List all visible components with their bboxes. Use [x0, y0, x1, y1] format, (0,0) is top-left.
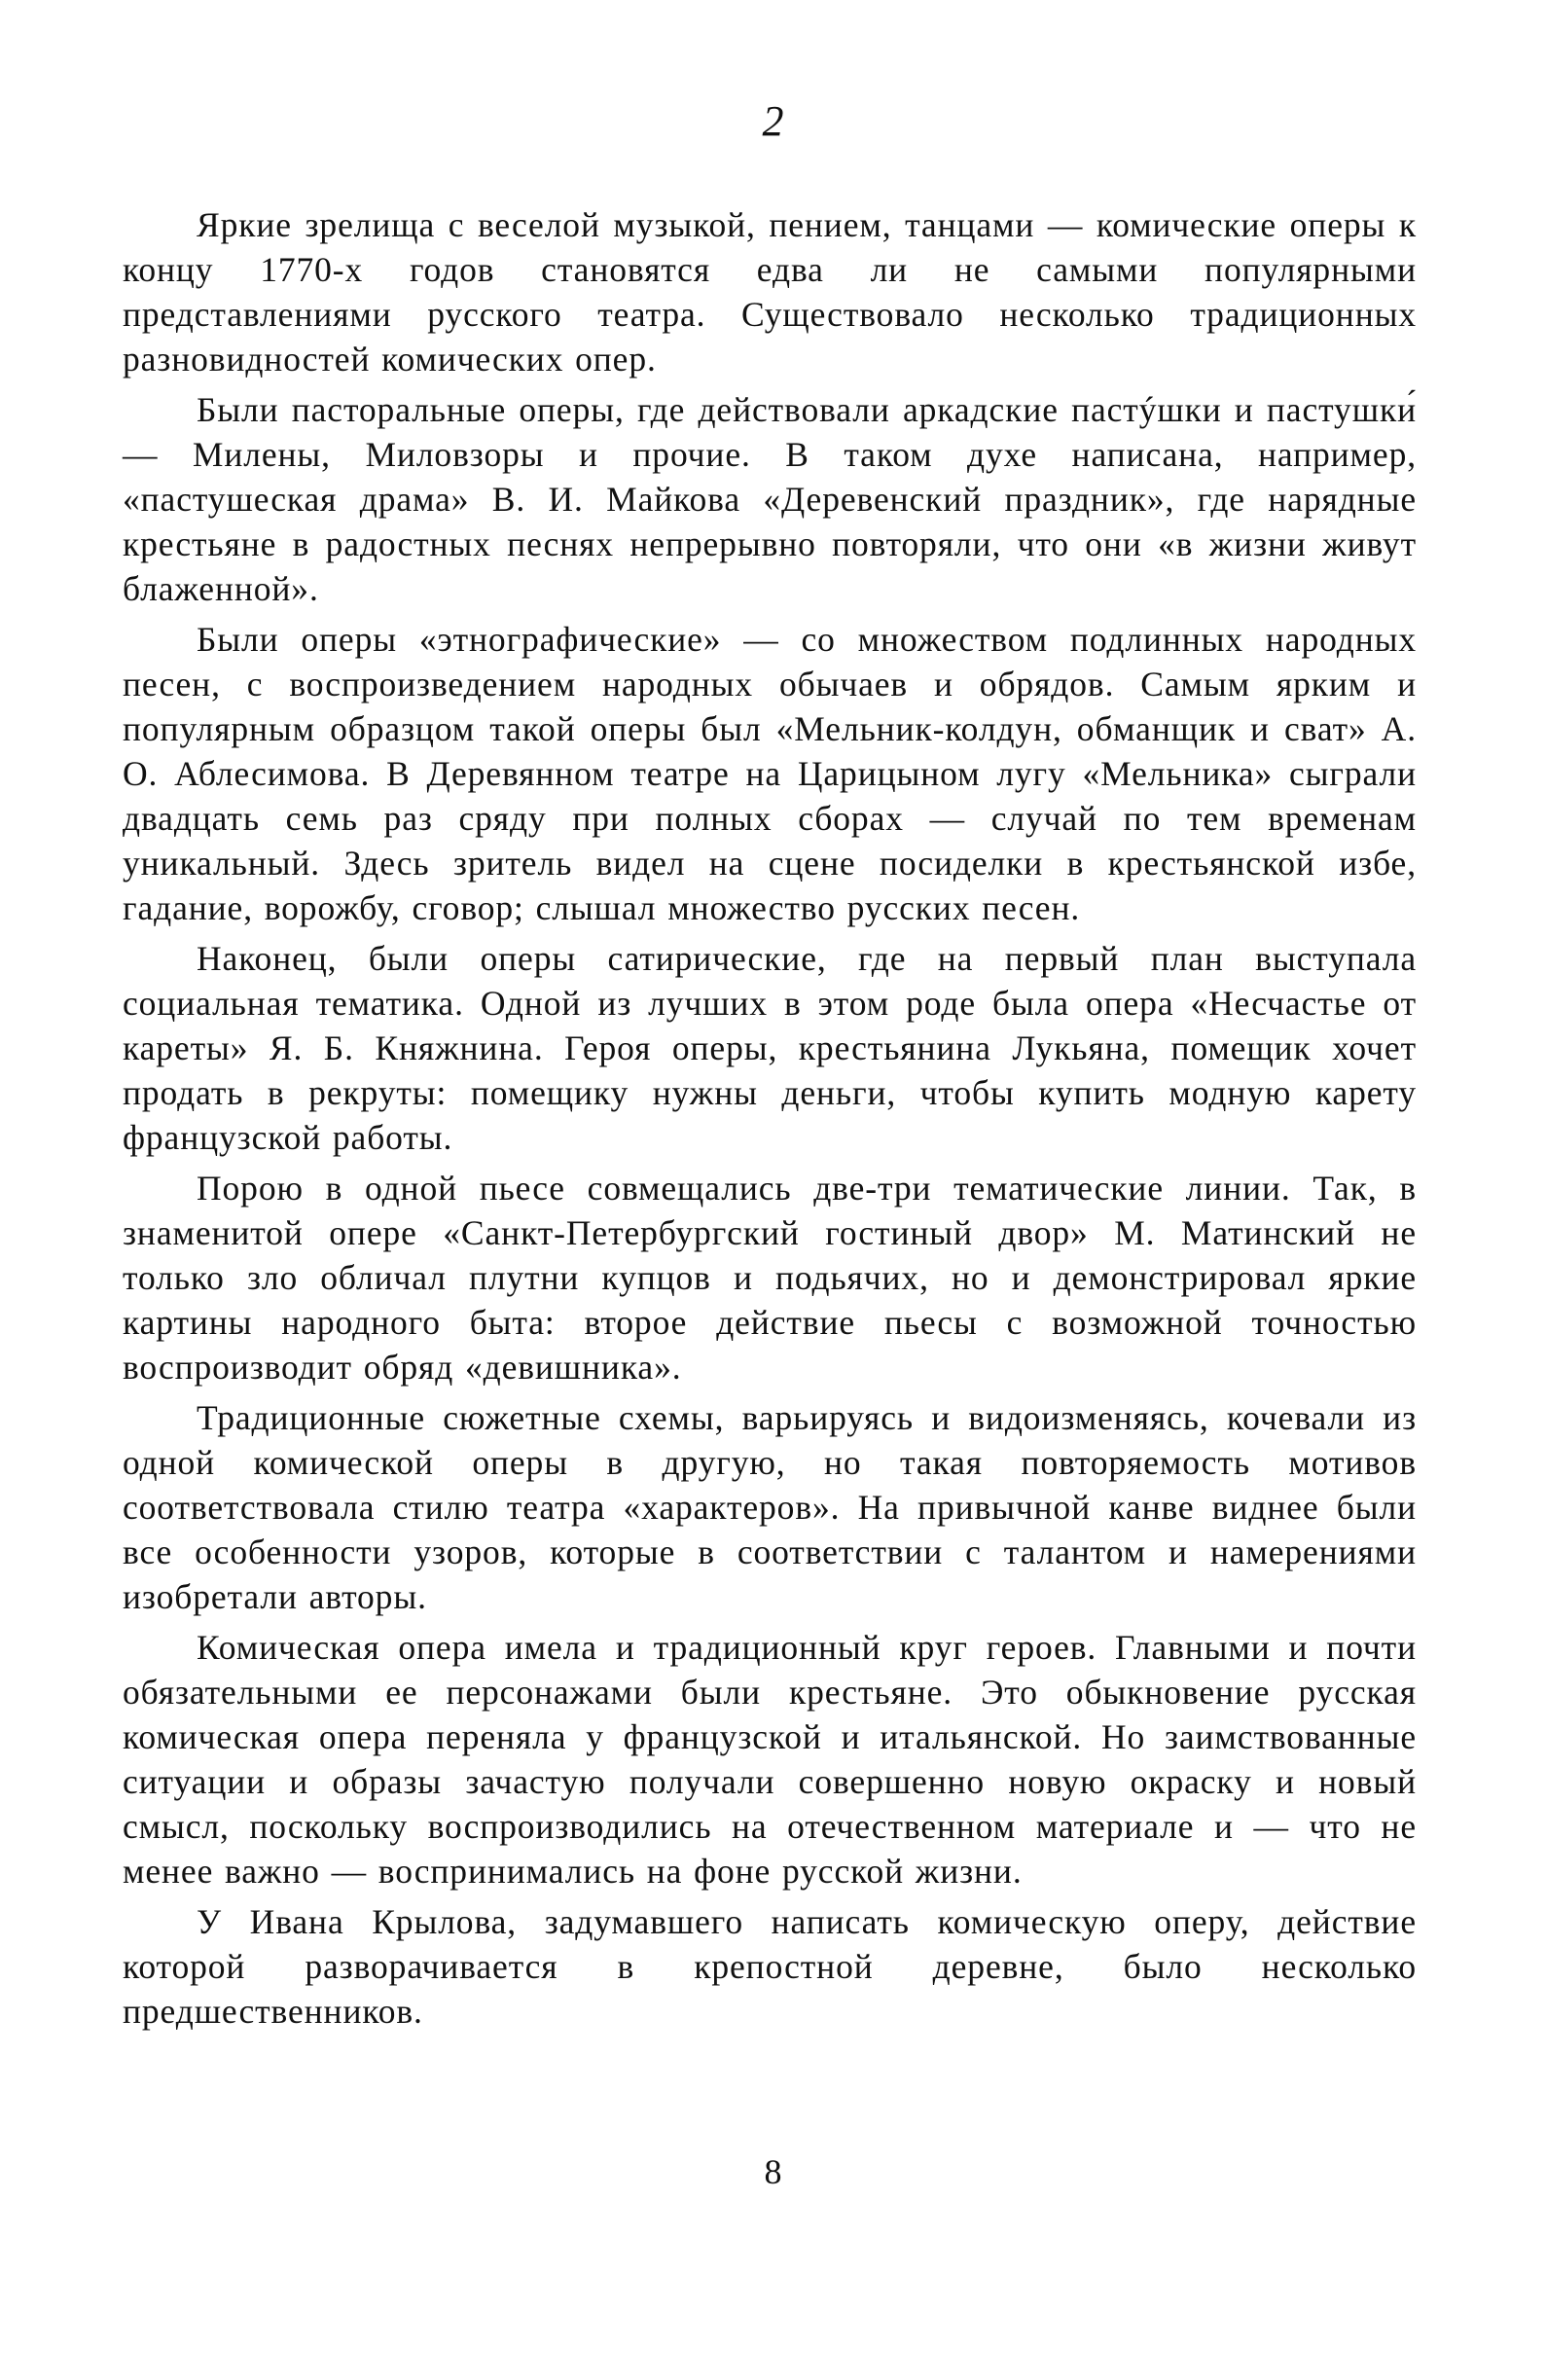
paragraph-4: Наконец, были оперы сатирические, где на первый план выступала социальная тематика. Одной из лучших в этом роде была опера «Несчастье от кареты» Я. Б. Княжнина. Героя оперы, крестьянина Лукьяна, помещик хочет продать в рекруты: помещику нужны деньги, чтобы купить модную карету французской работы.	[123, 939, 1417, 1157]
page-number: 8	[764, 2152, 782, 2191]
section-number: 2	[762, 97, 784, 145]
paragraph-5: Порою в одной пьесе совмещались две-три тематические линии. Так, в знаменитой опере «Санкт-Петербургский гостиный двор» М. Матинский не только зло обличал плутни купцов и подьячих, но и демонстрировал яркие картины народного быта: второе действие пьесы с возможной точностью воспроизводит обряд «девишника».	[123, 1169, 1417, 1387]
body-text	[123, 202, 1417, 2034]
paragraph-3: Были оперы «этнографические» — со множеством подлинных народных песен, с воспроизведением народных обычаев и обрядов. Самым ярким и популярным образцом такой оперы был «Мельник-колдун, обманщик и сват» А. О. Аблесимова. В Деревянном театре на Царицыном лугу «Мельника» сыграли двадцать семь раз сряду при полных сборах — случай по тем временам уникальный. Здесь зритель видел на сцене посиделки в крестьянской избе, гадание, ворожбу, сговор; слышал множество русских песен.	[123, 620, 1417, 927]
paragraph-7: Комическая опера имела и традиционный круг героев. Главными и почти обязательными ее персонажами были крестьяне. Это обыкновение русская комическая опера переняла у французской и итальянской. Но заимствованные ситуации и образы зачастую получали совершенно новую окраску и новый смысл, поскольку воспроизводились на отечественном материале и — что не менее важно — воспринимались на фоне русской жизни.	[123, 1628, 1417, 1891]
paragraph-2: Были пасторальные оперы, где действовали аркадские пастýшки и пастушки́ — Милены, Миловзоры и прочие. В таком духе написана, например, «пастушеская драма» В. И. Майкова «Деревенский праздник», где нарядные крестьяне в радостных песнях непрерывно повторяли, что они «в жизни живут блаженной».	[123, 390, 1417, 608]
paragraph-6: Традиционные сюжетные схемы, варьируясь и видоизменяясь, кочевали из одной комической оперы в другую, но такая повторяемость мотивов соответствовала стилю театра «характеров». На привычной канве виднее были все особенности узоров, которые в соответствии с талантом и намерениями изобретали авторы.	[123, 1398, 1417, 1616]
paragraph-8: У Ивана Крылова, задумавшего написать комическую оперу, действие которой разворачивается в крепостной деревне, было несколько предшественников.	[123, 1902, 1417, 2031]
paragraph-1: Яркие зрелища с веселой музыкой, пением, танцами — комические оперы к концу 1770-х годов становятся едва ли не самыми популярными представлениями русского театра. Существовало несколько традиционных разновидностей комических опер.	[123, 205, 1417, 379]
